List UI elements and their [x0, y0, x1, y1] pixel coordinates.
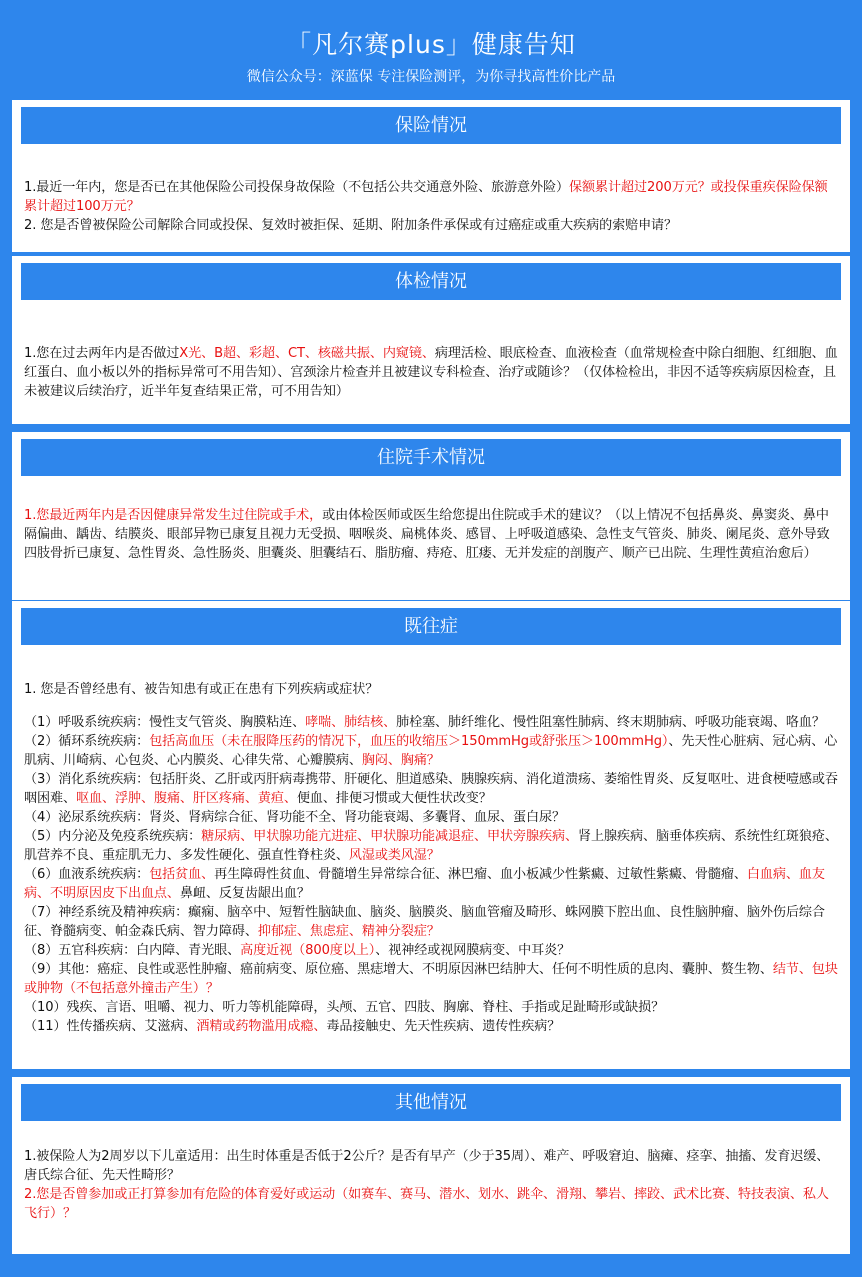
question-text: （5）内分泌及免疫系统疾病：	[24, 829, 202, 844]
question-item	[24, 998, 840, 1017]
question-text: （1）呼吸系统疾病：慢性支气管炎、胸膜粘连、	[24, 715, 306, 730]
highlighted-text: 糖尿病、甲状腺功能亢进症、甲状腺功能减退症、甲状旁腺疾病、	[201, 829, 578, 844]
section-title: 体检情况	[21, 263, 841, 300]
page-header	[0, 0, 862, 96]
highlighted-text: 白血病、血友病、不明原因皮下出血点、	[24, 867, 825, 901]
highlighted-text: 结节、包块或肿物（不包括意外撞击产生）？	[24, 962, 838, 996]
question-text: （4）泌尿系统疾病：肾炎、肾病综合征、肾功能不全、肾功能衰竭、多囊肾、血尿、蛋白尿？	[24, 810, 565, 825]
section-body	[24, 680, 840, 1036]
question-item	[24, 732, 840, 770]
question-text: 肺栓塞、肺纤维化、慢性阻塞性肺病、终末期肺病、呼吸功能衰竭、咯血？	[396, 715, 825, 730]
section-medical-history	[12, 601, 850, 1069]
question-text: （11）性传播疾病、艾滋病、	[24, 1019, 197, 1034]
section-body	[24, 178, 840, 235]
question-text: （2）循环系统疾病：	[24, 734, 150, 749]
question-item	[24, 344, 840, 401]
question-text: （10）残疾、言语、咀嚼、视力、听力等机能障碍，头颅、五官、四肢、胸廓、脊柱、手指或足趾畸形或缺损？	[24, 1000, 665, 1015]
highlighted-text: 风湿或类风湿？	[348, 848, 440, 863]
section-title: 既往症	[21, 608, 841, 645]
question-item	[24, 770, 840, 808]
question-text: （8）五官科疾病：白内障、青光眼、	[24, 943, 241, 958]
highlighted-text: 包括贫血、	[149, 867, 215, 882]
question-text: 1.被保险人为2周岁以下儿童适用：出生时体重是否低于2公斤？是否有早产（少于35周）、难产、呼吸窘迫、脑瘫、痉挛、抽搐、发育迟缓、唐氏综合征、先天性畸形？	[24, 1149, 830, 1183]
question-text: 2. 您是否曾被保险公司解除合同或投保、复效时被拒保、延期、附加条件承保或有过癌症或重大疾病的索赔申请？	[24, 218, 678, 233]
highlighted-text: 高度近视（800度以上）	[240, 943, 376, 958]
question-item	[24, 178, 840, 216]
question-item	[24, 1147, 840, 1185]
question-item	[24, 941, 840, 960]
question-text: 1.最近一年内，您是否已在其他保险公司投保身故保险（不包括公共交通意外险、旅游意外险）	[24, 180, 570, 195]
question-text: 便血、排便习惯或大便性状改变？	[296, 791, 492, 806]
section-body	[24, 344, 840, 401]
page-title: 「凡尔赛plus」健康告知	[286, 30, 576, 59]
question-item	[24, 1017, 840, 1036]
section-body	[24, 1147, 840, 1223]
question-text: 、视神经或视网膜病变、中耳炎？	[375, 943, 571, 958]
section-insurance	[12, 100, 850, 252]
highlighted-text: 2.您是否曾参加或正打算参加有危险的体育爱好或运动（如赛车、赛马、潜水、划水、跳伞、滑翔、攀岩、摔跤、武术比赛、特技表演、私人飞行）？	[24, 1187, 829, 1221]
question-text: 病理活检、眼底检查、血液检查（血常规检查中除白细胞、红细胞、血红蛋白、血小板以外的指标异常可不用告知）、宫颈涂片检查并且被建议专科检查、治疗或随诊？（仅体检检出，非因不适等疾病原因检查，且未被建议后续治疗，近半年复查结果正常，可不用告知）	[24, 346, 838, 399]
highlighted-text: 保额累计超过200万元？或投保重疾保险保额累计超过100万元？	[24, 180, 828, 214]
section-body	[24, 506, 840, 563]
question-text: 肾上腺疾病、脑垂体疾病、系统性红斑狼疮、肌营养不良、重症肌无力、多发性硬化、强直性脊柱炎、	[24, 829, 838, 863]
question-text: 鼻衄、反复齿龈出血？	[179, 886, 310, 901]
question-item	[24, 506, 840, 563]
question-text: 1.您在过去两年内是否做过	[24, 346, 180, 361]
question-text: 再生障碍性贫血、骨髓增生异常综合征、淋巴瘤、血小板减少性紫癜、过敏性紫癜、骨髓瘤、	[214, 867, 747, 882]
spacer	[24, 699, 840, 713]
highlighted-text: X光、B超、彩超、CT、核磁共振、内窥镜、	[179, 346, 435, 361]
question-text: 、先天性心脏病、冠心病、心肌病、川崎病、心包炎、心内膜炎、心律失常、心瓣膜病、	[24, 734, 838, 768]
question-text: （9）其他：癌症、良性或恶性肿瘤、癌前病变、原位癌、黑痣增大、不明原因淋巴结肿大、任何不明性质的息肉、囊肿、赘生物、	[24, 962, 773, 977]
section-title: 住院手术情况	[21, 439, 841, 476]
question-item	[24, 713, 840, 732]
highlighted-text: 包括高血压（未在服降压药的情况下，血压的收缩压＞150mmHg或舒张压＞100mmHg）	[149, 734, 669, 749]
highlighted-text: 抑郁症、焦虑症、精神分裂症？	[257, 924, 440, 939]
section-other	[12, 1077, 850, 1254]
highlighted-text: 酒精或药物滥用成瘾、	[196, 1019, 327, 1034]
question-text: （6）血液系统疾病：	[24, 867, 150, 882]
question-text: 1. 您是否曾经患有、被告知患有或正在患有下列疾病或症状？	[24, 682, 379, 697]
highlighted-text: 1.您最近两年内是否因健康异常发生过住院或手术，	[24, 508, 323, 523]
question-text: 或由体检医师或医生给您提出住院或手术的建议？（以上情况不包括鼻炎、鼻窦炎、鼻中隔偏曲、龋齿、结膜炎、眼部异物已康复且视力无受损、咽喉炎、扁桃体炎、感冒、上呼吸道感染、急性支气管炎、肺炎、阑尾炎、意外导致四肢骨折已康复、急性胃炎、急性肠炎、胆囊炎、胆囊结石、脂肪瘤、痔疮、肛瘘、无并发症的剖腹产、顺产已出院、生理性黄疸治愈后）	[24, 508, 830, 561]
question-item	[24, 680, 840, 699]
question-text: （7）神经系统及精神疾病：癫痫、脑卒中、短暂性脑缺血、脑炎、脑膜炎、脑血管瘤及畸形、蛛网膜下腔出血、良性脑肿瘤、脑外伤后综合征、脊髓病变、帕金森氏病、智力障碍、	[24, 905, 825, 939]
question-item	[24, 903, 840, 941]
question-item	[24, 1185, 840, 1223]
page-subtitle: 微信公众号：深蓝保 专注保险测评，为你寻找高性价比产品	[246, 69, 616, 85]
question-item	[24, 960, 840, 998]
section-hospitalization	[12, 432, 850, 600]
question-item	[24, 865, 840, 903]
section-title: 其他情况	[21, 1084, 841, 1121]
highlighted-text: 胸闷、胸痛？	[361, 753, 440, 768]
question-text: （3）消化系统疾病：包括肝炎、乙肝或丙肝病毒携带、肝硬化、胆道感染、胰腺疾病、消化道溃疡、萎缩性胃炎、反复呕吐、进食梗噎感或吞咽困难、	[24, 772, 838, 806]
question-text: 毒品接触史、先天性疾病、遗传性疾病？	[326, 1019, 561, 1034]
highlighted-text: 哮喘、肺结核、	[305, 715, 397, 730]
question-item	[24, 216, 840, 235]
highlighted-text: 呕血、浮肿、腹痛、肝区疼痛、黄疸、	[75, 791, 297, 806]
question-item	[24, 827, 840, 865]
section-physical-exam	[12, 256, 850, 424]
section-title: 保险情况	[21, 107, 841, 144]
question-item	[24, 808, 840, 827]
